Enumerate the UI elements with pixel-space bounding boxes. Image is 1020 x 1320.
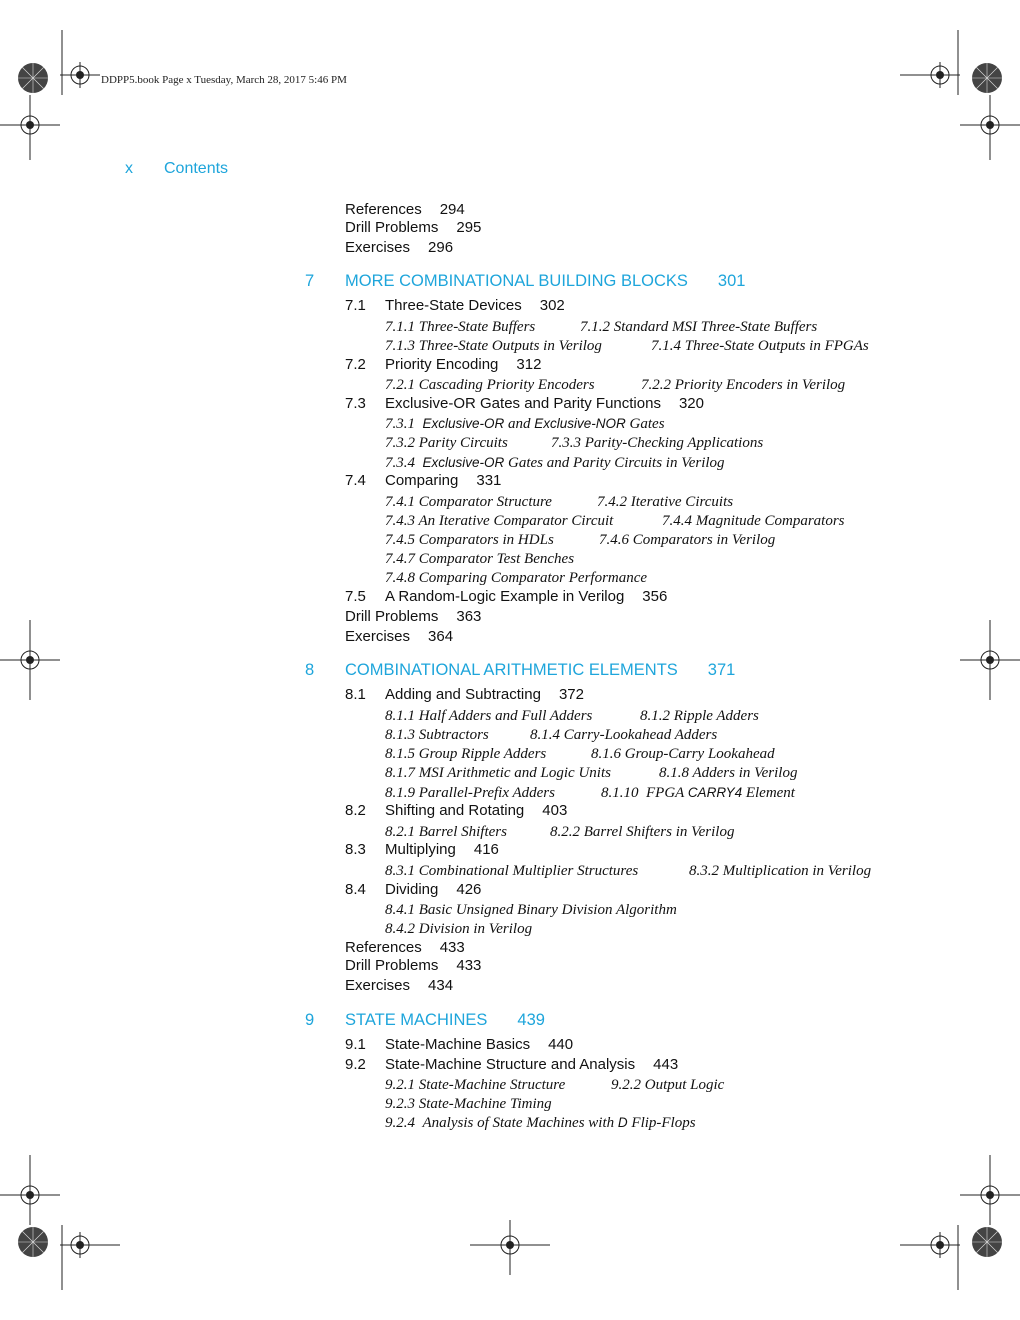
subsection-8-1-6[interactable]: 8.1.6 Group-Carry Lookahead bbox=[591, 746, 775, 762]
ch7-drill-problems[interactable]: Drill Problems 363 bbox=[345, 608, 482, 625]
toc-entry-exercises[interactable]: Exercises 296 bbox=[345, 239, 454, 256]
subsection-7-1-1[interactable]: 7.1.1 Three-State Buffers bbox=[385, 319, 536, 335]
running-head-page: x bbox=[125, 160, 133, 177]
subsection-8-1-2[interactable]: 8.1.2 Ripple Adders bbox=[640, 708, 759, 724]
subsection-9-2-3[interactable]: 9.2.3 State-Machine Timing bbox=[385, 1096, 552, 1112]
ch7-exercises[interactable]: Exercises 364 bbox=[345, 628, 454, 645]
section-8-1-number: 8.1 bbox=[345, 686, 366, 703]
chapter-7-heading[interactable]: MORE COMBINATIONAL BUILDING BLOCKS 301 bbox=[345, 272, 746, 290]
subsection-8-4-1[interactable]: 8.4.1 Basic Unsigned Binary Division Algorithm bbox=[385, 902, 677, 918]
chapter-7-number: 7 bbox=[305, 272, 315, 290]
section-7-3[interactable]: Exclusive-OR Gates and Parity Functions 320 bbox=[385, 395, 704, 412]
section-8-2-number: 8.2 bbox=[345, 802, 366, 819]
section-7-5[interactable]: A Random-Logic Example in Verilog 356 bbox=[385, 588, 668, 605]
section-7-2[interactable]: Priority Encoding 312 bbox=[385, 356, 542, 373]
subsection-7-4-3[interactable]: 7.4.3 An Iterative Comparator Circuit bbox=[385, 513, 614, 529]
section-7-5-number: 7.5 bbox=[345, 588, 366, 605]
section-9-1[interactable]: State-Machine Basics 440 bbox=[385, 1036, 574, 1053]
section-7-2-number: 7.2 bbox=[345, 356, 366, 373]
printer-slug: DDPP5.book Page x Tuesday, March 28, 2017 5:46 PM bbox=[101, 74, 347, 86]
chapter-8-heading[interactable]: COMBINATIONAL ARITHMETIC ELEMENTS 371 bbox=[345, 661, 736, 679]
chapter-8-number: 8 bbox=[305, 661, 315, 679]
subsection-7-4-7[interactable]: 7.4.7 Comparator Test Benches bbox=[385, 551, 575, 567]
subsection-8-1-3[interactable]: 8.1.3 Subtractors bbox=[385, 727, 489, 743]
subsection-9-2-1[interactable]: 9.2.1 State-Machine Structure bbox=[385, 1077, 566, 1093]
subsection-7-3-3[interactable]: 7.3.3 Parity-Checking Applications bbox=[551, 435, 764, 451]
section-8-1[interactable]: Adding and Subtracting 372 bbox=[385, 686, 584, 703]
ch8-exercises[interactable]: Exercises 434 bbox=[345, 977, 454, 994]
subsection-7-2-2[interactable]: 7.2.2 Priority Encoders in Verilog bbox=[641, 377, 846, 393]
subsection-7-1-3[interactable]: 7.1.3 Three-State Outputs in Verilog bbox=[385, 338, 602, 354]
subsection-7-3-2[interactable]: 7.3.2 Parity Circuits bbox=[385, 435, 508, 451]
subsection-8-1-7[interactable]: 8.1.7 MSI Arithmetic and Logic Units bbox=[385, 765, 611, 781]
section-8-3[interactable]: Multiplying 416 bbox=[385, 841, 499, 858]
section-8-2[interactable]: Shifting and Rotating 403 bbox=[385, 802, 568, 819]
subsection-9-2-4[interactable]: 9.2.4 Analysis of State Machines with D Flip-Flops bbox=[385, 1115, 696, 1131]
section-9-2[interactable]: State-Machine Structure and Analysis 443 bbox=[385, 1056, 679, 1073]
subsection-8-1-9[interactable]: 8.1.9 Parallel-Prefix Adders bbox=[385, 785, 555, 801]
section-7-4-number: 7.4 bbox=[345, 472, 366, 489]
subsection-7-4-8[interactable]: 7.4.8 Comparing Comparator Performance bbox=[385, 570, 648, 586]
section-7-4[interactable]: Comparing 331 bbox=[385, 472, 502, 489]
subsection-8-2-1[interactable]: 8.2.1 Barrel Shifters bbox=[385, 824, 507, 840]
subsection-7-4-5[interactable]: 7.4.5 Comparators in HDLs bbox=[385, 532, 554, 548]
subsection-8-2-2[interactable]: 8.2.2 Barrel Shifters in Verilog bbox=[550, 824, 735, 840]
subsection-8-1-5[interactable]: 8.1.5 Group Ripple Adders bbox=[385, 746, 547, 762]
subsection-7-4-6[interactable]: 7.4.6 Comparators in Verilog bbox=[599, 532, 776, 548]
subsection-7-1-4[interactable]: 7.1.4 Three-State Outputs in FPGAs bbox=[651, 338, 869, 354]
section-7-1-number: 7.1 bbox=[345, 297, 366, 314]
subsection-8-3-1[interactable]: 8.3.1 Combinational Multiplier Structures bbox=[385, 863, 639, 879]
toc-entry-references[interactable]: References 294 bbox=[345, 201, 465, 218]
subsection-7-2-1[interactable]: 7.2.1 Cascading Priority Encoders bbox=[385, 377, 595, 393]
subsection-8-1-8[interactable]: 8.1.8 Adders in Verilog bbox=[659, 765, 798, 781]
section-7-1[interactable]: Three-State Devices 302 bbox=[385, 297, 565, 314]
chapter-9-number: 9 bbox=[305, 1011, 315, 1029]
subsection-8-1-1[interactable]: 8.1.1 Half Adders and Full Adders bbox=[385, 708, 593, 724]
ch8-references[interactable]: References 433 bbox=[345, 939, 465, 956]
chapter-9-heading[interactable]: STATE MACHINES 439 bbox=[345, 1011, 545, 1029]
subsection-7-4-1[interactable]: 7.4.1 Comparator Structure bbox=[385, 494, 552, 510]
subsection-8-4-2[interactable]: 8.4.2 Division in Verilog bbox=[385, 921, 533, 937]
subsection-8-1-4[interactable]: 8.1.4 Carry-Lookahead Adders bbox=[530, 727, 718, 743]
subsection-9-2-2[interactable]: 9.2.2 Output Logic bbox=[611, 1077, 725, 1093]
section-7-3-number: 7.3 bbox=[345, 395, 366, 412]
subsection-8-1-10[interactable]: 8.1.10 FPGA CARRY4 Element bbox=[601, 785, 795, 801]
ch8-drill-problems[interactable]: Drill Problems 433 bbox=[345, 957, 482, 974]
subsection-8-3-2[interactable]: 8.3.2 Multiplication in Verilog bbox=[689, 863, 872, 879]
section-9-2-number: 9.2 bbox=[345, 1056, 366, 1073]
subsection-7-1-2[interactable]: 7.1.2 Standard MSI Three-State Buffers bbox=[580, 319, 818, 335]
subsection-7-4-2[interactable]: 7.4.2 Iterative Circuits bbox=[597, 494, 734, 510]
subsection-7-3-4[interactable]: 7.3.4 Exclusive-OR Gates and Parity Circuits in Verilog bbox=[385, 455, 725, 471]
section-8-4[interactable]: Dividing 426 bbox=[385, 881, 482, 898]
subsection-7-4-4[interactable]: 7.4.4 Magnitude Comparators bbox=[662, 513, 845, 529]
toc-entry-drill-problems[interactable]: Drill Problems 295 bbox=[345, 219, 482, 236]
running-head-title: Contents bbox=[164, 160, 229, 177]
section-9-1-number: 9.1 bbox=[345, 1036, 366, 1053]
section-8-4-number: 8.4 bbox=[345, 881, 366, 898]
section-8-3-number: 8.3 bbox=[345, 841, 366, 858]
subsection-7-3-1[interactable]: 7.3.1 Exclusive-OR and Exclusive-NOR Gates bbox=[385, 416, 665, 432]
